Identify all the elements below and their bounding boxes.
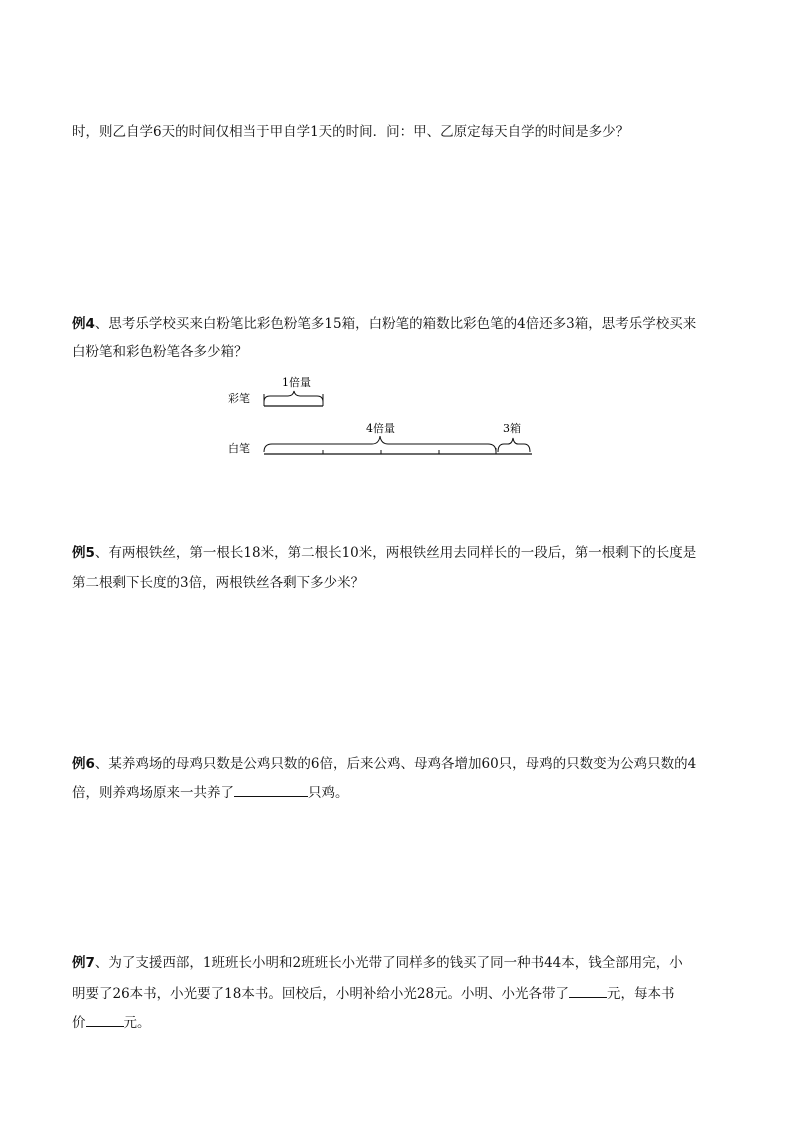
example-6-text-2a: 倍，则养鸡场原来一共养了 [72,785,234,801]
example-4-text-2: 白粉笔和彩色粉笔各多少箱？ [72,344,248,360]
intro-text: 时，则乙自学6天的时间仅相当于甲自学1天的时间．问：甲、乙原定每天自学的时间是多少？ [72,124,630,140]
line-segment-diagram [228,372,538,462]
example-4-line-1 [72,314,696,334]
four-times-brace [264,436,496,452]
example-7-text-3a: 价 [72,1015,86,1031]
example-7-text-1: 、为了支援西部，1班班长小明和2班班长小光带了同样多的钱买了同一种书44本，钱全部用完，小 [94,955,683,971]
answer-blank-money[interactable] [569,983,607,998]
example-5-label: 例5 [72,545,95,561]
answer-blank-chickens[interactable] [234,782,308,797]
example-7-line-2 [72,983,675,1004]
example-4-label: 例4 [72,316,95,332]
three-boxes-label: 3箱 [503,422,521,435]
example-7-label: 例7 [72,955,95,971]
answer-blank-price[interactable] [86,1012,124,1027]
three-boxes-brace [498,438,530,452]
example-6-text-2b: 只鸡。 [308,785,349,801]
example-7-text-2b: 元，每本书 [607,986,675,1002]
example-7-line-3 [72,1012,151,1033]
one-times-brace [264,391,323,402]
example-6-label: 例6 [72,756,95,772]
one-times-label: 1倍量 [282,376,311,389]
example-7-line-1 [72,953,683,973]
white-chalk-label: 白笔 [228,442,250,455]
example-6-line-2 [72,782,349,803]
example-4-text-1: 、思考乐学校买来白粉笔比彩色粉笔多15箱，白粉笔的箱数比彩色笔的4倍还多3箱，思考乐学校买来 [94,316,697,332]
example-5-line-1 [72,543,696,563]
example-6-text-1: 、某养鸡场的母鸡只数是公鸡只数的6倍，后来公鸡、母鸡各增加60只，母鸡的只数变为公鸡只数的4 [94,756,697,772]
example-5-line-2 [72,573,364,593]
example-7-text-3b: 元。 [123,1015,151,1031]
intro-line-1 [72,122,629,142]
example-4-line-2 [72,342,248,362]
four-times-label: 4倍量 [366,422,395,435]
color-chalk-label: 彩笔 [228,392,250,405]
example-7-text-2a: 明要了26本书，小光要了18本书。回校后，小明补给小光28元。小明、小光各带了 [72,986,570,1002]
example-5-text-2: 第二根剩下长度的3倍，两根铁丝各剩下多少米？ [72,575,365,591]
example-6-line-1 [72,754,696,774]
example-5-text-1: 、有两根铁丝，第一根长18米，第二根长10米，两根铁丝用去同样长的一段后，第一根剩下的长度是 [94,545,697,561]
